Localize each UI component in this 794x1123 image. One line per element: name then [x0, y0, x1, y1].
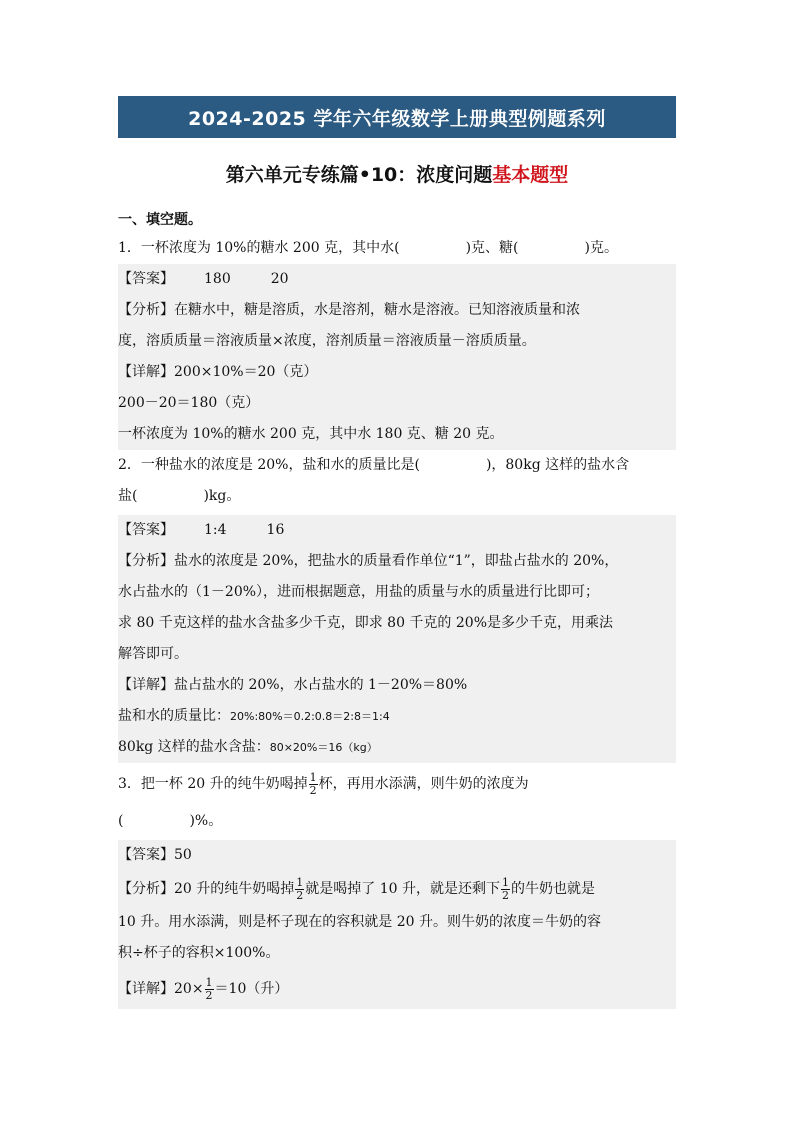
q3-answer-box [118, 840, 676, 1009]
q1-answer-1: 180 [204, 271, 231, 287]
detail-label: 【详解】 [118, 677, 174, 693]
analysis-label: 【分析】 [118, 302, 174, 318]
q1-analysis-line-1: 在糖水中，糖是溶质，水是溶剂，糖水是溶液。已知溶液质量和浓 [174, 302, 580, 318]
fraction-denominator: 2 [309, 783, 317, 797]
q2-detail-2-formula: 20%:80%＝0.2:0.8＝2:8＝1:4 [230, 710, 390, 723]
q3-analysis-line-3: 积÷杯子的容积×100%。 [118, 945, 280, 961]
question-1 [118, 233, 676, 264]
fraction-denominator: 2 [296, 888, 304, 902]
title-banner [118, 96, 676, 138]
q3-line-1-prefix: 3．把一杯 20 升的纯牛奶喝掉 [118, 776, 308, 792]
q3-analysis-1b: 就是喝掉了 10 升，就是还剩下 [305, 881, 500, 897]
q1-suffix: )克。 [584, 240, 618, 256]
detail-label: 【详解】 [118, 364, 174, 380]
fraction-numerator: 1 [205, 975, 213, 989]
q2-detail-line-3 [118, 732, 676, 763]
question-3 [118, 769, 676, 837]
q2-detail [118, 670, 676, 701]
banner-title: 2024-2025 学年六年级数学上册典型例题系列 [188, 107, 606, 130]
q2-analysis [118, 546, 676, 577]
q1-detail [118, 357, 676, 388]
fraction-denominator: 2 [205, 988, 213, 1002]
q2-detail-line-1: 盐占盐水的 20%，水占盐水的 1－20%＝80% [174, 677, 468, 693]
q2-answer [118, 515, 676, 546]
q1-detail-line-2: 200－20＝180（克） [118, 395, 260, 411]
q3-detail [118, 969, 676, 1009]
fraction-numerator: 1 [296, 875, 304, 889]
q1-middle: )克、糖( [465, 240, 519, 256]
q2-detail-3-prefix: 80kg 这样的盐水含盐： [118, 739, 270, 755]
q3-analysis-1c: 的牛奶也就是 [510, 881, 595, 897]
q3-detail-1b: ＝10（升） [214, 981, 289, 997]
analysis-label: 【分析】 [118, 553, 174, 569]
analysis-label: 【分析】 [118, 881, 174, 897]
q3-line-1 [118, 769, 676, 800]
q2-line-1-prefix: 2．一种盐水的浓度是 20%，盐和水的质量比是( [118, 457, 420, 473]
q1-answer [118, 264, 676, 295]
q2-line-2-suffix: )kg。 [203, 488, 241, 504]
fraction-one-half [295, 877, 304, 902]
q3-detail-1a: 20× [174, 981, 204, 997]
q2-detail-line-2 [118, 701, 676, 732]
unit-subtitle [118, 160, 676, 187]
q3-analysis [118, 871, 676, 907]
answer-label: 【答案】 [118, 847, 174, 863]
q3-analysis-1a: 20 升的纯牛奶喝掉 [174, 881, 295, 897]
q3-line-2-suffix: )%。 [189, 813, 223, 829]
fraction-one-half [205, 977, 214, 1002]
fraction-numerator: 1 [501, 875, 509, 889]
q1-answer-2: 20 [270, 271, 289, 287]
q1-detail-line-1: 200×10%＝20（克） [174, 364, 318, 380]
document-page [118, 96, 676, 1009]
q3-line-1-suffix: 杯，再用水添满，则牛奶的浓度为 [318, 776, 529, 792]
answer-label: 【答案】 [118, 271, 174, 287]
q2-answer-1: 1:4 [204, 522, 227, 538]
fraction-one-half [309, 772, 318, 797]
fraction-numerator: 1 [309, 770, 317, 784]
q2-analysis-line-2: 水占盐水的（1－20%），进而根据题意，用盐的质量与水的质量进行比即可； [118, 584, 600, 600]
q1-detail-line-3: 一杯浓度为 10%的糖水 200 克，其中水 180 克、糖 20 克。 [118, 426, 504, 442]
q1-analysis-line-2: 度，溶质质量＝溶液质量×浓度，溶剂质量＝溶液质量－溶质质量。 [118, 333, 536, 349]
fraction-denominator: 2 [501, 888, 509, 902]
q2-analysis-line-3: 求 80 千克这样的盐水含盐多少千克，即求 80 千克的 20%是多少千克，用乘法 [118, 615, 613, 631]
subtitle-main: 第六单元专练篇•10：浓度问题 [225, 164, 493, 186]
section-heading: 一、填空题。 [118, 212, 202, 228]
detail-label: 【详解】 [118, 981, 174, 997]
q2-analysis-line-1: 盐水的浓度是 20%，把盐水的质量看作单位“1”，即盐占盐水的 20%， [174, 553, 619, 569]
q1-answer-box [118, 264, 676, 450]
q2-answer-box [118, 515, 676, 763]
q2-analysis-line-4: 解答即可。 [118, 646, 188, 662]
q3-analysis-line-2: 10 升。用水添满，则是杯子现在的容积就是 20 升。则牛奶的浓度＝牛奶的容 [118, 914, 601, 930]
q2-detail-3-formula: 80×20%＝16（kg） [269, 741, 378, 754]
fraction-one-half [501, 877, 510, 902]
q2-line-1-suffix: )，80kg 这样的盐水含 [485, 457, 630, 473]
q2-detail-2-prefix: 盐和水的质量比： [118, 708, 230, 724]
q1-prefix: 1．一杯浓度为 10%的糖水 200 克，其中水( [118, 240, 400, 256]
q3-line-2-prefix: ( [118, 813, 124, 829]
q3-line-2 [118, 806, 676, 837]
question-2 [118, 450, 676, 512]
q2-answer-2: 16 [266, 522, 285, 538]
q2-line-2-prefix: 盐( [118, 488, 138, 504]
q2-line-1 [118, 450, 676, 481]
q2-line-2 [118, 481, 676, 512]
q3-answer-1: 50 [174, 847, 192, 863]
q1-analysis [118, 295, 676, 326]
q3-answer [118, 840, 676, 871]
subtitle-highlight: 基本题型 [492, 164, 569, 186]
answer-label: 【答案】 [118, 522, 174, 538]
